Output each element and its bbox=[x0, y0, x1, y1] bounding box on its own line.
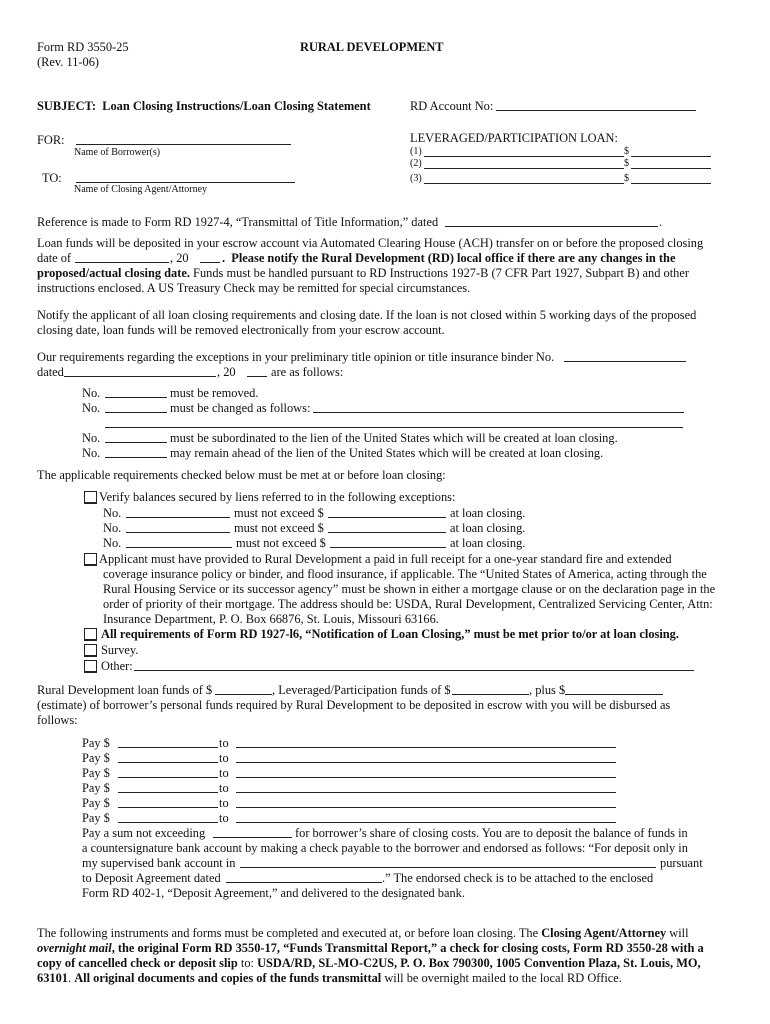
no-label: No. bbox=[103, 521, 122, 535]
changed-text: must be changed as follows: bbox=[170, 401, 311, 415]
verify-number-2-field[interactable] bbox=[126, 532, 230, 533]
to-label: TO: bbox=[42, 171, 62, 185]
subordinated-number-field[interactable] bbox=[105, 442, 167, 443]
verify-amount-2-field[interactable] bbox=[328, 532, 446, 533]
personal-funds-field[interactable] bbox=[565, 694, 663, 695]
binder-number-field[interactable] bbox=[564, 361, 686, 362]
verify-amount-1-field[interactable] bbox=[328, 517, 446, 518]
reference-text: Reference is made to Form RD 1927-4, “Transmittal of Title Information,” dated bbox=[37, 215, 439, 229]
form-number: Form RD 3550-25 bbox=[37, 40, 129, 54]
removed-text: must be removed. bbox=[170, 386, 259, 400]
no-label: No. bbox=[82, 446, 101, 460]
at-closing-text: at loan closing. bbox=[450, 506, 526, 520]
pay-label: Pay $ bbox=[82, 736, 110, 750]
leveraged-funds-field[interactable] bbox=[452, 694, 529, 695]
closing-agent-field[interactable] bbox=[76, 182, 295, 183]
remain-number-field[interactable] bbox=[105, 457, 167, 458]
verify-number-3-field[interactable] bbox=[126, 547, 232, 548]
pay-to-label: to bbox=[219, 736, 229, 750]
rd-account-label: RD Account No: bbox=[410, 99, 494, 113]
pay-label: Pay $ bbox=[82, 811, 110, 825]
at-closing-text: at loan closing. bbox=[450, 536, 526, 550]
pay-payee-6-field[interactable] bbox=[236, 822, 616, 823]
subordinated-text: must be subordinated to the lien of the United States which will be created at loan closing. bbox=[170, 431, 618, 445]
supervised-account-label: my supervised bank account in bbox=[82, 856, 236, 870]
final-line-2: overnight mail, the original Form RD 3550-17, “Funds Transmittal Report,” a check for closing costs, Form RD 3550-28 with a bbox=[37, 941, 704, 955]
notify-line-1: Notify the applicant of all loan closing requirements and closing date. If the loan is not closed within 5 working days of the proposed bbox=[37, 308, 697, 322]
pay-payee-4-field[interactable] bbox=[236, 792, 616, 793]
no-label: No. bbox=[103, 506, 122, 520]
pay-to-label: to bbox=[219, 751, 229, 765]
reference-date-field[interactable] bbox=[445, 226, 658, 227]
funds-line-3: follows: bbox=[37, 713, 78, 727]
closing-date-field[interactable] bbox=[75, 262, 169, 263]
ach-line-4: instructions enclosed. A US Treasury Check may be remitted for special circumstances. bbox=[37, 281, 471, 295]
no-label: No. bbox=[82, 401, 101, 415]
deposit-agreement-date-field[interactable] bbox=[226, 882, 382, 883]
pay-to-label: to bbox=[219, 811, 229, 825]
requirements-intro: The applicable requirements checked below must be met at or before loan closing: bbox=[37, 468, 446, 482]
not-exceed-text: must not exceed $ bbox=[234, 521, 324, 535]
subject-text: Loan Closing Instructions/Loan Closing Statement bbox=[102, 99, 371, 113]
form-1927-checkbox[interactable] bbox=[84, 628, 97, 641]
final-line-1: The following instruments and forms must be completed and executed at, or before loan closing. The Closing Agent/Attorney will bbox=[37, 926, 689, 940]
ach-notify-bold: . Please notify the Rural Development (RD) local office if there are any changes in the bbox=[222, 251, 676, 265]
survey-checkbox[interactable] bbox=[84, 644, 97, 657]
leveraged-item-1-name-field[interactable] bbox=[424, 156, 624, 157]
closing-agent-caption: Name of Closing Agent/Attorney bbox=[74, 184, 208, 195]
borrower-name-field[interactable] bbox=[76, 144, 291, 145]
insurance-line-2: coverage insurance policy or binder, and flood insurance, if applicable. The “United States of America, acting through the bbox=[103, 567, 707, 581]
pay-amount-2-field[interactable] bbox=[118, 762, 218, 763]
leveraged-item-3-amount-field[interactable] bbox=[631, 183, 711, 184]
exceptions-comma-20: , 20 bbox=[217, 365, 236, 379]
borrower-caption: Name of Borrower(s) bbox=[74, 147, 161, 158]
no-label: No. bbox=[103, 536, 122, 550]
other-label: Other: bbox=[101, 659, 133, 673]
leveraged-item-3-name-field[interactable] bbox=[424, 183, 624, 184]
sum-not-exceeding-label: Pay a sum not exceeding bbox=[82, 826, 206, 840]
leveraged-item-2-name-field[interactable] bbox=[424, 168, 624, 169]
pay-label: Pay $ bbox=[82, 766, 110, 780]
other-field[interactable] bbox=[134, 670, 694, 671]
leveraged-item-2-amount-field[interactable] bbox=[631, 168, 711, 169]
leveraged-loan-label: LEVERAGED/PARTICIPATION LOAN: bbox=[410, 131, 618, 145]
plus-label: , plus $ bbox=[529, 683, 566, 697]
pay-payee-5-field[interactable] bbox=[236, 807, 616, 808]
insurance-line-5: Insurance Department, P. O. Box 66876, St. Louis, Missouri 63166. bbox=[103, 612, 439, 626]
no-label: No. bbox=[82, 386, 101, 400]
exceptions-line-1: Our requirements regarding the exceptions in your preliminary title opinion or title insurance binder No. bbox=[37, 350, 555, 364]
form-revision: (Rev. 11-06) bbox=[37, 55, 100, 69]
no-label: No. bbox=[82, 431, 101, 445]
deposit-dated-label: to Deposit Agreement dated bbox=[82, 871, 221, 885]
changes-field-2[interactable] bbox=[105, 427, 683, 428]
leveraged-item-1-dollar: $ bbox=[624, 146, 629, 157]
leveraged-item-1-amount-field[interactable] bbox=[631, 156, 711, 157]
verify-amount-3-field[interactable] bbox=[330, 547, 446, 548]
insurance-line-1: Applicant must have provided to Rural Development a paid in full receipt for a one-year standard fire and extended bbox=[99, 552, 672, 566]
ach-line-3: proposed/actual closing date. Funds must be handled pursuant to RD Instructions 1927-B (7 CFR Part 1927, Subpart B) and other bbox=[37, 266, 689, 280]
exceptions-dated: dated bbox=[37, 365, 64, 379]
pay-amount-6-field[interactable] bbox=[118, 822, 218, 823]
leveraged-funds-label: , Leveraged/Participation funds of $ bbox=[272, 683, 451, 697]
pay-label: Pay $ bbox=[82, 796, 110, 810]
supervised-bank-field[interactable] bbox=[240, 867, 656, 868]
ach-line-1: Loan funds will be deposited in your escrow account via Automated Clearing House (ACH) transfer on or before the proposed closing bbox=[37, 236, 704, 250]
rd-funds-field[interactable] bbox=[215, 694, 272, 695]
verify-balances-checkbox[interactable] bbox=[84, 491, 97, 504]
changes-field-1[interactable] bbox=[313, 412, 684, 413]
pay-payee-3-field[interactable] bbox=[236, 777, 616, 778]
endorsed-text: .” The endorsed check is to be attached to the enclosed bbox=[382, 871, 654, 885]
remain-text: may remain ahead of the lien of the United States which will be created at loan closing. bbox=[170, 446, 604, 460]
pay-to-label: to bbox=[219, 781, 229, 795]
rd-account-field[interactable] bbox=[496, 110, 696, 111]
ach-comma-20: , 20 bbox=[170, 251, 189, 265]
pursuant-text: pursuant bbox=[660, 856, 703, 870]
countersign-text: a countersignature bank account by making a check payable to the borrower and endorsed as follows: “For deposit only in bbox=[82, 841, 688, 855]
binder-year-field[interactable] bbox=[247, 376, 267, 377]
removed-number-field[interactable] bbox=[105, 397, 167, 398]
pay-label: Pay $ bbox=[82, 781, 110, 795]
form-402-text: Form RD 402-1, “Deposit Agreement,” and delivered to the designated bank. bbox=[82, 886, 465, 900]
pay-to-label: to bbox=[219, 796, 229, 810]
closing-year-field[interactable] bbox=[200, 262, 220, 263]
insurance-line-3: Rural Housing Service or its successor agency” must be shown in either a mortgage clause or on the declaration page in the bbox=[103, 582, 716, 596]
subject-label: SUBJECT: bbox=[37, 99, 96, 113]
final-line-4: 63101. All original documents and copies of the funds transmittal will be overnight mailed to the local RD Office. bbox=[37, 971, 622, 985]
pay-amount-1-field[interactable] bbox=[118, 747, 218, 748]
at-closing-text: at loan closing. bbox=[450, 521, 526, 535]
pay-to-label: to bbox=[219, 766, 229, 780]
leveraged-item-1-label: (1) bbox=[410, 146, 422, 157]
insurance-line-4: order of priority of their mortgage. The address should be: USDA, Rural Development, Centralized Servicing Center, Attn: bbox=[103, 597, 713, 611]
insurance-checkbox[interactable] bbox=[84, 553, 97, 566]
form-1927-text: All requirements of Form RD 1927-l6, “Notification of Loan Closing,” must be met prior to/or at loan closing. bbox=[101, 627, 679, 641]
closing-costs-text: for borrower’s share of closing costs. You are to deposit the balance of funds in bbox=[295, 826, 688, 840]
ach-date-of: date of bbox=[37, 251, 72, 265]
pay-label: Pay $ bbox=[82, 751, 110, 765]
pay-amount-3-field[interactable] bbox=[118, 777, 218, 778]
reference-period: . bbox=[659, 215, 663, 229]
verify-number-1-field[interactable] bbox=[126, 517, 230, 518]
funds-line-2: (estimate) of borrower’s personal funds required by Rural Development to be deposited in escrow with you will be disbursed as bbox=[37, 698, 671, 712]
leveraged-item-2-label: (2) bbox=[410, 158, 422, 169]
changed-number-field[interactable] bbox=[105, 412, 167, 413]
not-exceed-text: must not exceed $ bbox=[234, 506, 324, 520]
closing-costs-field[interactable] bbox=[213, 837, 292, 838]
subject-line bbox=[37, 99, 371, 114]
not-exceed-text: must not exceed $ bbox=[236, 536, 326, 550]
notify-line-2: closing date, loan funds will be removed electronically from your escrow account. bbox=[37, 323, 445, 337]
pay-amount-5-field[interactable] bbox=[118, 807, 218, 808]
leveraged-item-3-label: (3) bbox=[410, 173, 422, 184]
exceptions-follows: are as follows: bbox=[271, 365, 344, 379]
agency-title: RURAL DEVELOPMENT bbox=[300, 40, 444, 54]
for-label: FOR: bbox=[37, 133, 65, 147]
rd-funds-label: Rural Development loan funds of $ bbox=[37, 683, 213, 697]
binder-date-field[interactable] bbox=[64, 376, 216, 377]
final-line-3: copy of cancelled check or deposit slip to: USDA/RD, SL-MO-C2US, P. O. Box 790300, 1005 Convention Plaza, St. Louis, MO, bbox=[37, 956, 701, 970]
pay-payee-2-field[interactable] bbox=[236, 762, 616, 763]
survey-text: Survey. bbox=[101, 643, 139, 657]
pay-amount-4-field[interactable] bbox=[118, 792, 218, 793]
pay-payee-1-field[interactable] bbox=[236, 747, 616, 748]
other-checkbox[interactable] bbox=[84, 660, 97, 673]
verify-balances-text: Verify balances secured by liens referred to in the following exceptions: bbox=[99, 490, 456, 504]
leveraged-item-3-dollar: $ bbox=[624, 173, 629, 184]
leveraged-item-2-dollar: $ bbox=[624, 158, 629, 169]
